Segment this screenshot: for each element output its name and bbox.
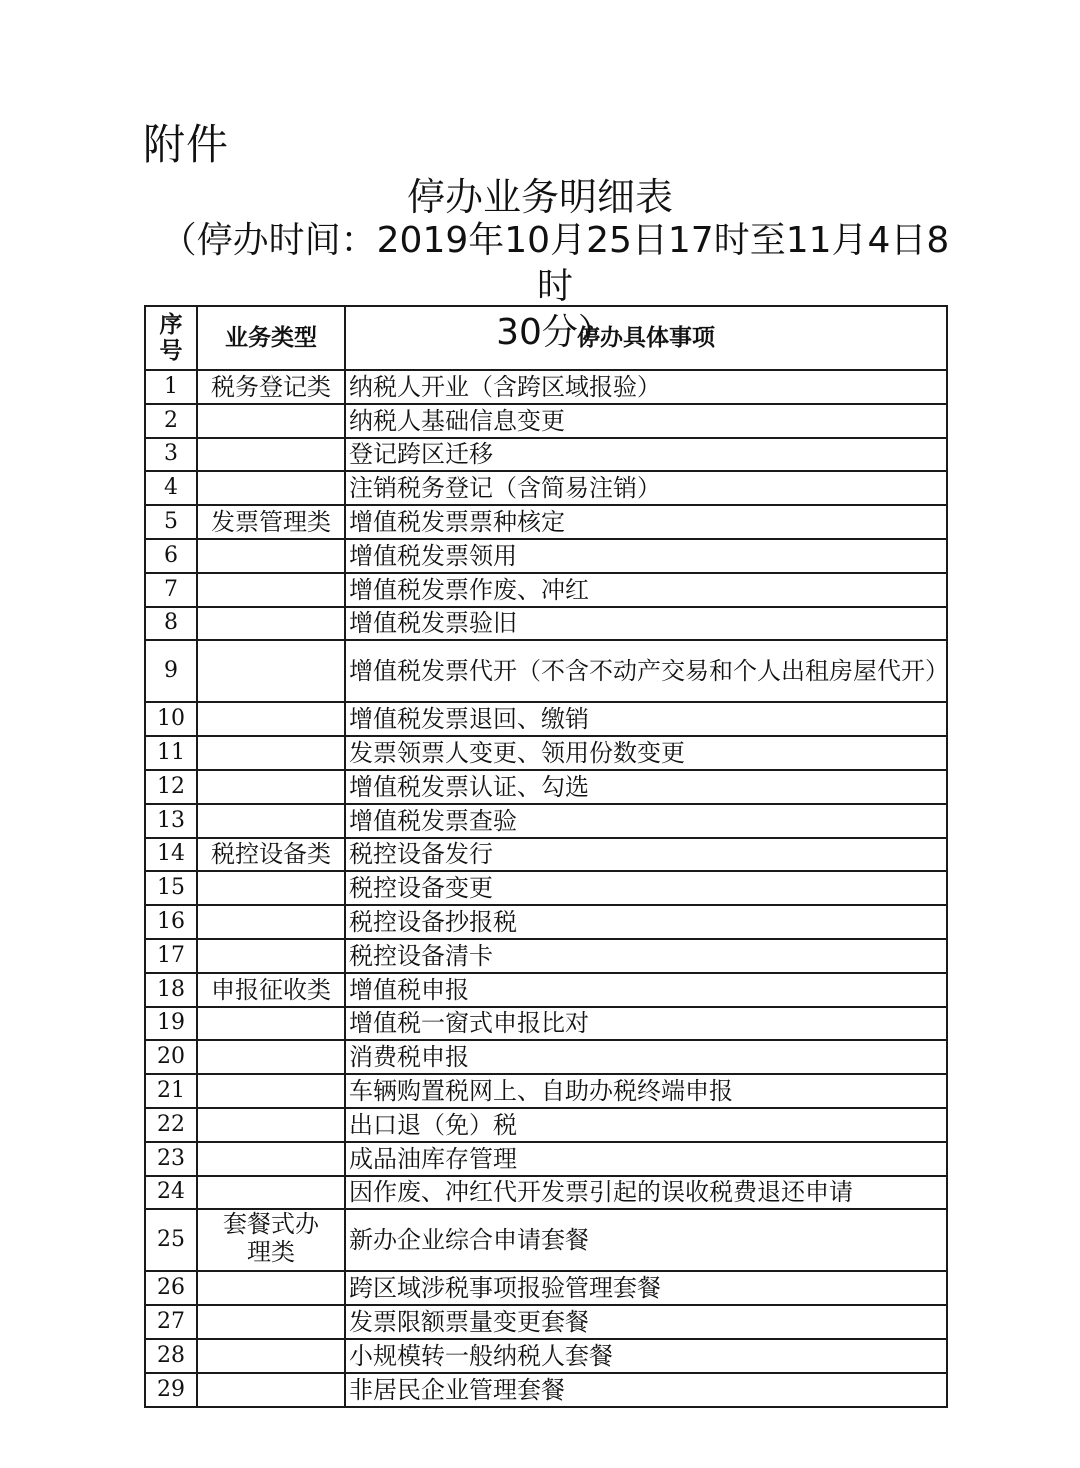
row-number: 20 (145, 1040, 197, 1074)
row-item: 增值税发票代开（不含不动产交易和个人出租房屋代开） (345, 640, 947, 702)
row-item: 小规模转一般纳税人套餐 (345, 1339, 947, 1373)
row-category (197, 1339, 345, 1373)
row-category: 税控设备类 (197, 838, 345, 872)
table-row (145, 1373, 947, 1407)
row-category (197, 438, 345, 472)
row-item: 增值税发票领用 (345, 539, 947, 573)
table-row (145, 1339, 947, 1373)
document-title: 停办业务明细表 (406, 175, 673, 219)
row-number: 4 (145, 471, 197, 505)
row-category (197, 871, 345, 905)
row-category (197, 1142, 345, 1176)
row-item: 增值税一窗式申报比对 (345, 1007, 947, 1041)
row-item: 税控设备抄报税 (345, 905, 947, 939)
table-row (145, 905, 947, 939)
row-item: 增值税发票作废、冲红 (345, 573, 947, 607)
row-number: 12 (145, 770, 197, 804)
table-row (145, 973, 947, 1007)
attachment-label: 附件 (143, 120, 230, 169)
table-row (145, 838, 947, 872)
row-item: 增值税发票验旧 (345, 607, 947, 641)
row-category (197, 640, 345, 702)
row-number: 3 (145, 438, 197, 472)
row-number: 17 (145, 939, 197, 973)
row-item: 注销税务登记（含简易注销） (345, 471, 947, 505)
row-number: 22 (145, 1108, 197, 1142)
row-category (197, 1373, 345, 1407)
row-category (197, 1108, 345, 1142)
suspension-period-line-1: （停办时间：2019年10月25日17时至11月4日8时 (160, 220, 950, 307)
row-category (197, 1074, 345, 1108)
row-category (197, 1176, 345, 1210)
row-category: 发票管理类 (197, 505, 345, 539)
row-number: 23 (145, 1142, 197, 1176)
row-number: 5 (145, 505, 197, 539)
row-category (197, 1007, 345, 1041)
table-row (145, 939, 947, 973)
row-number: 2 (145, 404, 197, 438)
row-item: 新办企业综合申请套餐 (345, 1209, 947, 1271)
row-category (197, 573, 345, 607)
row-item: 增值税发票查验 (345, 804, 947, 838)
row-number: 21 (145, 1074, 197, 1108)
row-category: 税务登记类 (197, 370, 345, 404)
table-row (145, 573, 947, 607)
table-row (145, 736, 947, 770)
table-row (145, 607, 947, 641)
header-seq: 序号 (145, 306, 197, 370)
row-category (197, 939, 345, 973)
row-item: 税控设备变更 (345, 871, 947, 905)
table-row (145, 1007, 947, 1041)
table-body (145, 370, 947, 1407)
row-item: 增值税发票认证、勾选 (345, 770, 947, 804)
suspended-services-table (144, 305, 948, 1408)
table-row (145, 370, 947, 404)
row-number: 1 (145, 370, 197, 404)
row-item: 登记跨区迁移 (345, 438, 947, 472)
row-number: 25 (145, 1209, 197, 1271)
table-row (145, 404, 947, 438)
row-number: 7 (145, 573, 197, 607)
table-row (145, 702, 947, 736)
row-category: 申报征收类 (197, 973, 345, 1007)
table-row (145, 1176, 947, 1210)
row-item: 跨区域涉税事项报验管理套餐 (345, 1271, 947, 1305)
row-number: 18 (145, 973, 197, 1007)
row-category (197, 1040, 345, 1074)
row-item: 车辆购置税网上、自助办税终端申报 (345, 1074, 947, 1108)
row-number: 24 (145, 1176, 197, 1210)
table-row (145, 1271, 947, 1305)
row-category (197, 702, 345, 736)
table-row (145, 770, 947, 804)
row-category (197, 905, 345, 939)
header-category: 业务类型 (197, 306, 345, 370)
row-category (197, 539, 345, 573)
row-item: 增值税发票退回、缴销 (345, 702, 947, 736)
row-number: 28 (145, 1339, 197, 1373)
row-number: 27 (145, 1305, 197, 1339)
table-row (145, 804, 947, 838)
row-category (197, 770, 345, 804)
row-item: 消费税申报 (345, 1040, 947, 1074)
table-row (145, 438, 947, 472)
table-row (145, 1040, 947, 1074)
row-item: 出口退（免）税 (345, 1108, 947, 1142)
row-number: 13 (145, 804, 197, 838)
row-item: 税控设备清卡 (345, 939, 947, 973)
table-header-row (145, 306, 947, 370)
table-row (145, 1209, 947, 1271)
row-item: 税控设备发行 (345, 838, 947, 872)
table-row (145, 1074, 947, 1108)
row-item: 发票限额票量变更套餐 (345, 1305, 947, 1339)
row-number: 11 (145, 736, 197, 770)
table-row (145, 871, 947, 905)
table-row (145, 1142, 947, 1176)
row-item: 发票领票人变更、领用份数变更 (345, 736, 947, 770)
row-category (197, 607, 345, 641)
row-item: 增值税发票票种核定 (345, 505, 947, 539)
row-category (197, 736, 345, 770)
table-row (145, 1108, 947, 1142)
row-number: 6 (145, 539, 197, 573)
table-row (145, 505, 947, 539)
row-number: 16 (145, 905, 197, 939)
row-item: 非居民企业管理套餐 (345, 1373, 947, 1407)
row-number: 29 (145, 1373, 197, 1407)
row-number: 10 (145, 702, 197, 736)
row-number: 15 (145, 871, 197, 905)
row-number: 8 (145, 607, 197, 641)
row-category (197, 471, 345, 505)
row-item: 成品油库存管理 (345, 1142, 947, 1176)
header-item: 停办具体事项 (345, 306, 947, 370)
row-category: 套餐式办理类 (197, 1209, 345, 1271)
row-category (197, 404, 345, 438)
row-number: 14 (145, 838, 197, 872)
table-row (145, 539, 947, 573)
table-row (145, 471, 947, 505)
table-row (145, 1305, 947, 1339)
row-item: 增值税申报 (345, 973, 947, 1007)
row-number: 19 (145, 1007, 197, 1041)
row-category (197, 804, 345, 838)
suspension-period-line-2: 30分） (496, 312, 614, 353)
table-row (145, 640, 947, 702)
row-item: 因作废、冲红代开发票引起的误收税费退还申请 (345, 1176, 947, 1210)
row-item: 纳税人开业（含跨区域报验） (345, 370, 947, 404)
row-category (197, 1271, 345, 1305)
row-category (197, 1305, 345, 1339)
row-number: 26 (145, 1271, 197, 1305)
row-number: 9 (145, 640, 197, 702)
row-item: 纳税人基础信息变更 (345, 404, 947, 438)
